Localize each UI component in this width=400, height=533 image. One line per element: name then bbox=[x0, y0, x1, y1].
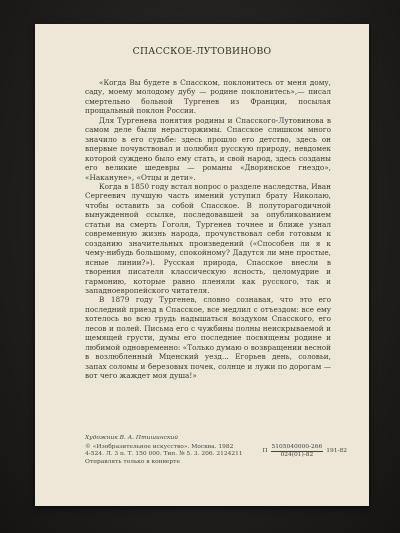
catalog-code bbox=[262, 444, 347, 460]
code-fraction bbox=[271, 444, 324, 460]
code-prefix: П bbox=[262, 447, 268, 454]
publisher-line: © «Изобразительное искусство». Москва. 1982 bbox=[85, 443, 234, 450]
code-numerator: 5105040000-266 bbox=[271, 444, 324, 453]
print-order-line: 4-524. Л. 3 п. Т. 150 000. Тип. № 5. 3. 206. 2124211 bbox=[85, 451, 243, 458]
paragraph-1: «Когда Вы будете в Спасском, поклонитесь от меня дому, саду, моему молодому дубу — родине поклонитесь»,— писал смертельно больной Тургенев из Франции, посылая прощальный поклон России. bbox=[85, 78, 331, 116]
artist-credit: Художник В. А. Птишинский bbox=[85, 435, 179, 441]
paragraph-3: Когда в 1850 году встал вопрос о разделе наследства, Иван Сергеевич лучшую часть имений уступил брату Николаю, чтобы оставить за собой Спасское. В полуторагодичной вынужденной ссылке, последовавшей за опубликованием статьи на смерть Гоголя, Тургенев точнее и ближе узнал современную жизнь народа, прочувствовал себя готовым к созданию значительных произведений («Способен ли я к чему-нибудь большому, спокойному? Дадутся ли мне простые, ясные линии?»). Русская природа, Спасское внесли в творения писателя классическую ясность, целомудрие и гармонию, которые равно пленяли как русского, так и западноевропейского читателя. bbox=[85, 181, 331, 295]
card-text bbox=[85, 78, 331, 381]
postcard-back bbox=[35, 24, 369, 506]
card-title: СПАССКОЕ-ЛУТОВИНОВО bbox=[132, 46, 272, 57]
code-denominator: 024(01)-82 bbox=[280, 452, 314, 459]
paragraph-4: В 1879 году Тургенев, словно сознавая, что это его последний приезд в Спасское, все медлил с отъездом: все ему хотелось во всю грудь надышаться воздухом Спасского, его лесов и полей. Письма его с чужбины полны неискрываемой и щемящей грусти, думы его последние посвящены родине и любимой одновременно: «Только думаю о возвращении весной в возлюбленный Мценский уезд... Егорьев день, соловьи, запах соломы и березовых почек, солнце и лужи по дорогам — вот чего жаждет моя душа!» bbox=[85, 295, 331, 381]
mailing-note: Отправлять только в конверте bbox=[85, 458, 180, 465]
paragraph-2: Для Тургенева понятия родины и Спасского-Лутовинова в самом деле были нерасторжимы. Спасское слишком много значило в его судьбе: здесь прошло его детство, здесь он впервые почувствовал и полюбил русскую природу, невдомек которой суждено было ему стать, и свой народ, здесь созданы его великие шедевры — романы «Дворянское гнездо», «Накануне», «Отцы и дети». bbox=[85, 115, 331, 182]
code-suffix: 191-82 bbox=[326, 447, 347, 454]
imprint bbox=[85, 435, 347, 466]
